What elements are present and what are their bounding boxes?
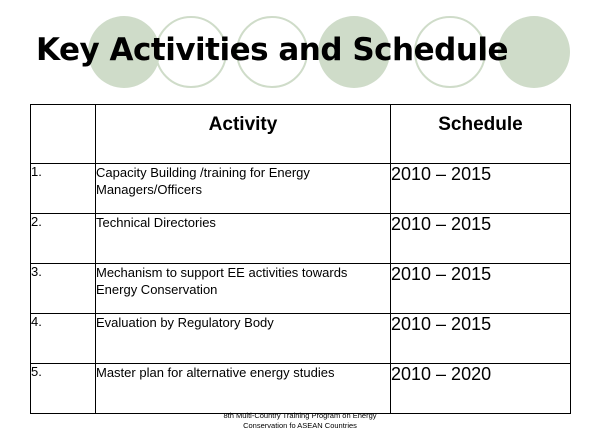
row-number: 4. [31,314,96,364]
row-number: 1. [31,164,96,214]
row-activity: Capacity Building /training for Energy Managers/Officers [96,164,391,214]
number-header [31,105,96,164]
footer-line-1: 8th Multi-Country Training Program on Energy [223,411,377,420]
row-schedule: 2010 – 2015 [391,264,571,314]
footer-line-2: Conservation fo ASEAN Countries [243,421,357,430]
schedule-header: Schedule [391,105,571,164]
table-row [31,214,571,264]
table-row [31,314,571,364]
table-row [31,164,571,214]
row-activity: Technical Directories [96,214,391,264]
activity-header: Activity [96,105,391,164]
row-activity: Master plan for alternative energy studies [96,364,391,414]
row-activity: Evaluation by Regulatory Body [96,314,391,364]
schedule-table [30,104,571,414]
row-schedule: 2010 – 2015 [391,214,571,264]
row-number: 5. [31,364,96,414]
table-row [31,364,571,414]
row-number: 3. [31,264,96,314]
row-schedule: 2010 – 2015 [391,164,571,214]
decorative-circle-6 [498,16,570,88]
row-activity: Mechanism to support EE activities towards Energy Conservation [96,264,391,314]
row-schedule: 2010 – 2020 [391,364,571,414]
slide-footer [0,411,600,431]
table-header-row [31,105,571,164]
slide-title: Key Activities and Schedule [36,32,509,68]
row-schedule: 2010 – 2015 [391,314,571,364]
row-number: 2. [31,214,96,264]
table-row [31,264,571,314]
